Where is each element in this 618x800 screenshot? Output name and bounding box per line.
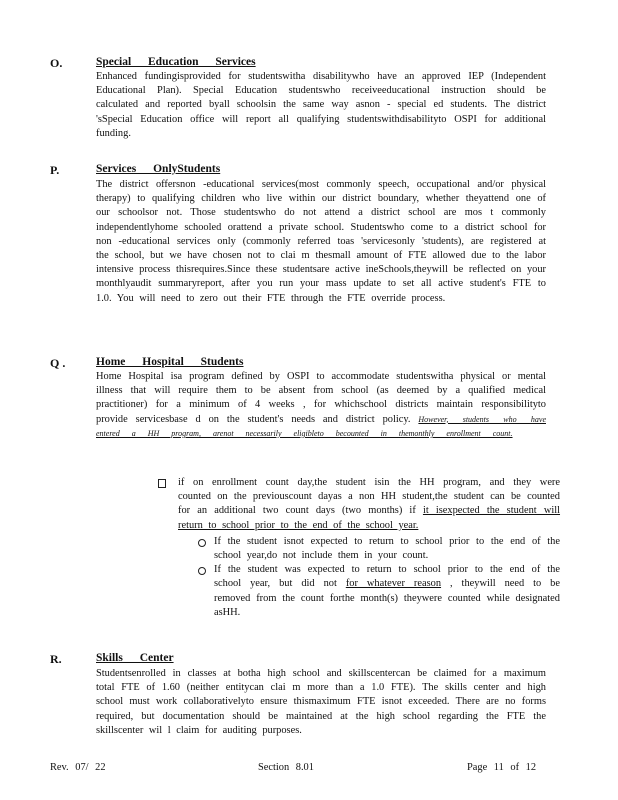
heading-home-hospital-students: Home Hospital Students [96, 356, 244, 368]
circle-bullet-icon [198, 539, 206, 547]
footer-section: Section 8.01 [258, 762, 314, 773]
sub-bullet-text: If the student was expected to return to school prior to the end of the school year, but did not [214, 564, 560, 590]
home-hospital-bullets [150, 476, 560, 620]
footer-revision: Rev. 07/ 22 [50, 762, 106, 773]
footer-page-number: Page 11 of 12 [467, 762, 537, 773]
list-item [150, 563, 560, 620]
heading-special-education-services: Special Education Services [96, 56, 256, 68]
home-hospital-italic-note: However, students who have entered a HH program, arenot necessarily eligibleto becounted in themonthly enrollment count. [96, 414, 546, 438]
sub-bullet-underlined: for whatever reason [345, 578, 442, 590]
body-home-hospital [96, 370, 546, 441]
section-letter-p: P. [50, 163, 60, 177]
section-letter-r: R. [50, 652, 62, 666]
body-services-only: The district offersnon -educational services(most commonly speech, occupational and/or physical therapy) to qualifying children who live within our district boundary, whether theyattend one of our schoolsor not. Those studentswho do not attend a district school are mos t commonly independentlyhome schooled orattend a private school. Studentswho come to a district school for non -educational services only (commonly referred toas 'servicesonly 'students), are registered at the school, but we have chosen not to clai m thesmall amount of FTE allowed due to the labor intensive process thisrequires.Since these studentsare active ineSchools,theywill be reflected on your monthlyaudit summaryreport, after you run your mass update to set all active student's FTE to 1.0. You will need to zero out their FTE through the FTE override process. [96, 179, 546, 304]
checkbox-bullet-icon [158, 479, 166, 488]
heading-skills-center: Skills Center [96, 652, 174, 664]
heading-services-only-students: Services OnlyStudents [96, 163, 221, 175]
bullet-text: if on enrollment count day,the student isin the HH program, and they were counted on the previouscount dayas a non HH student,the student can be counted for an additional two count days (two months) if [178, 477, 560, 517]
body-skills-center: Studentsenrolled in classes at botha high school and skillscentercan be claimed for a maximum total FTE of 1.60 (neither entitycan clai m more than a 1.0 FTE). The skills center and high school must work collaborativelyto ensure thismaximum FTE isnot exceeded. There are no forms required, but documentation should be maintained at the high school regarding the FTE the skillscenter wil l claim for auditing purposes. [96, 668, 546, 736]
list-item [150, 476, 560, 533]
body-special-education: Enhanced fundingisprovided for studentswitha disabilitywho have an approved IEP (Independent Educational Plan). Special Education studentswho receiveeducational instruction should be calculated and reported byall schoolsin the same way asnon - special ed students. The district 'sSpecial Education office will report all qualifying studentswithdisabilityto OSPI for additional funding. [96, 71, 546, 139]
section-letter-o: O. [50, 56, 63, 70]
sub-bullet-text-end: , theywill need to be removed from the count forthe month(s) theywere counted while designated asHH. [214, 578, 560, 618]
circle-bullet-icon [198, 567, 206, 575]
bullet-underlined-text: it isexpected the student will return to school prior to the end of the school year. [178, 505, 561, 531]
home-hospital-text: Home Hospital isa program defined by OSPI to accommodate studentswitha physical or mental illness that will require them to be absent from school (as deemed by a qualified medical practitioner) for a minimum of 4 weeks , for whichschool districts maintain responsibilityto provide servicesbase d on the student's needs and district policy. [96, 371, 546, 425]
list-item [150, 535, 560, 563]
sub-bullet-text: If the student isnot expected to return to school prior to the end of the school year,do not include them in your count. [214, 535, 560, 562]
section-letter-q: Q . [50, 356, 66, 370]
